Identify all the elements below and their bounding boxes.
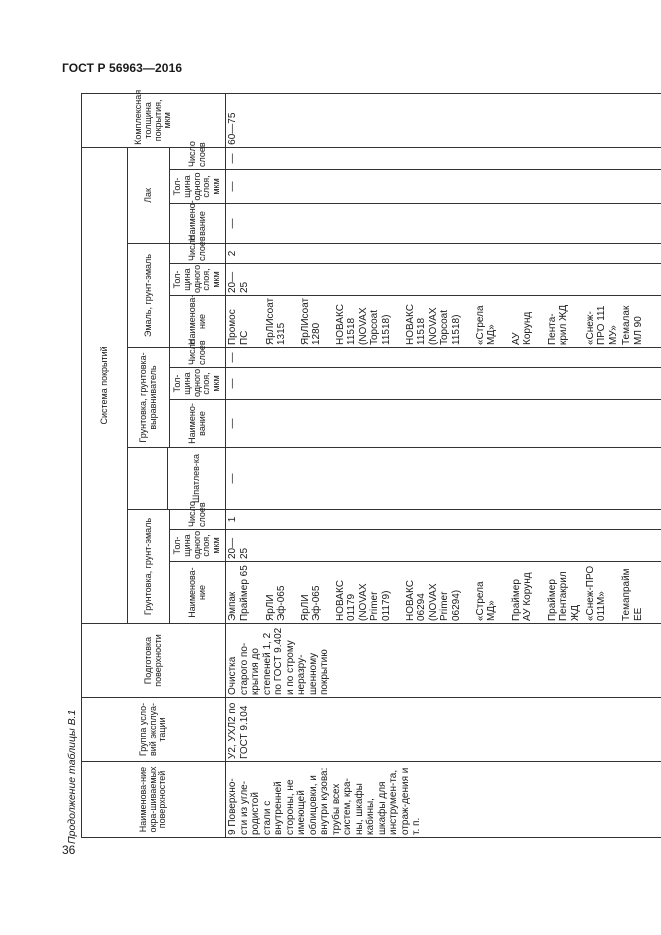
cell-enamel-name: НОВАКС 11518 (NOVAX Topcoat 11518)	[334, 296, 404, 348]
col-header-lacquer: Лак	[128, 147, 170, 243]
cell-leveler-layers: —	[226, 348, 661, 368]
col-header-enamel: Эмаль, грунт-эмаль	[128, 244, 170, 348]
cell-lacquer-layers: —	[226, 147, 661, 169]
cell-primer-name: НОВАКС 06294 (NOVAX Primer 06294)	[404, 562, 474, 624]
col-header-enamel-name: Наименова-ние	[170, 296, 226, 348]
cell-enamel-name: НОВАКС 11518 (NOVAX Topcoat 11518)	[404, 296, 474, 348]
col-header-lacquer-name: Наимено-вание	[170, 204, 226, 244]
cell-lacquer-thickness: —	[226, 170, 661, 204]
cell-enamel-name: ЯрЛИсоат 1315	[264, 296, 299, 348]
cell-group: У2, УХЛ2 по ГОСТ 9.104	[226, 698, 661, 762]
cell-leveler-thickness: —	[226, 368, 661, 400]
document-header: ГОСТ Р 56963—2016	[62, 61, 183, 75]
cell-enamel-name: Темалак МЛ 90	[620, 296, 661, 348]
cell-primer-name: НОВАКС 01179 (NOVAX Primer 01179)	[334, 562, 404, 624]
cell-primer-name: «Стрела МД»	[474, 562, 510, 624]
col-header-leveler-thickness: Тол-щина одного слоя, мкм	[170, 368, 226, 400]
coating-systems-table	[81, 89, 661, 838]
cell-enamel-name: Пента-крил ЖД	[546, 296, 584, 348]
col-header-surface: Наименова-ние окра-шиваемых поверхностей	[82, 762, 226, 838]
cell-leveler-name: —	[226, 400, 661, 448]
col-header-enamel-thickness: Тол-щина одного слоя, мкм	[170, 264, 226, 296]
col-header-prep: Подготовка поверхности	[82, 624, 226, 698]
col-header-primer-name: Наименова-ние	[170, 562, 226, 624]
cell-enamel-thickness: 20—25	[226, 264, 661, 296]
cell-lacquer-name: —	[226, 204, 661, 244]
page-number: 36	[62, 843, 76, 857]
col-header-leveler-layers: Число слоев	[170, 348, 226, 368]
col-header-primer-layers: Число слоев	[170, 510, 226, 530]
cell-primer-name: Праймер Пентакрил ЖД	[546, 562, 584, 624]
cell-total-thickness: 60—75	[226, 93, 661, 147]
cell-prep: Очистка старого по-крытия до степеней 1, 2 по ГОСТ 9.402 и по строму неразру-шенному покрытию	[226, 624, 661, 698]
cell-primer-name: Эмпак Праймер 65	[226, 562, 264, 624]
cell-enamel-name: ЯрЛИсоат 1280	[299, 296, 334, 348]
cell-primer-name: ЯрЛИ Эф-065	[264, 562, 299, 624]
col-header-lacquer-layers: Число слоев	[170, 147, 226, 169]
col-header-lacquer-thickness: Тол-щина одного слоя, мкм	[170, 170, 226, 204]
cell-enamel-layers: 2	[226, 244, 661, 264]
col-header-putty-group	[128, 448, 168, 510]
table-continuation-label: Продолжение таблицы В.1	[66, 709, 78, 844]
col-header-group: Группа усло-вий эксплуа-тации	[82, 698, 226, 762]
col-header-system: Система покрытий	[82, 147, 128, 623]
cell-putty: —	[226, 448, 661, 510]
cell-surface: 9 Поверхно-сти из угле-родистой стали с внутренней стороны, не имеющей облицовки, и внутри кузова: трубы всех систем, кра-ны, шкафы кабины, шкафы для инструмен-та, отраж-дения и т. п.	[226, 762, 661, 838]
cell-enamel-name: АУ Корунд	[510, 296, 546, 348]
cell-enamel-name: «Снеж-ПРО 111 МУ»	[584, 296, 621, 348]
col-header-putty: Шпатлев-ка	[168, 448, 226, 510]
col-header-leveler-name: Наимено-вание	[170, 400, 226, 448]
col-header-total: Комплексная толщина покрытия, мкм	[82, 93, 226, 147]
cell-primer-name: ЯрЛИ Эф-065	[299, 562, 334, 624]
cell-enamel-name: Промос ПС	[226, 296, 264, 348]
cell-primer-thickness: 20—25	[226, 530, 661, 562]
cell-primer-name: Темапрайм ЕЕ	[620, 562, 661, 624]
col-header-primer-leveler: Грунтовка, грунтовка-выравниватель	[128, 348, 170, 448]
cell-primer-layers: 1	[226, 510, 661, 530]
col-header-enamel-layers: Число слоев	[170, 244, 226, 264]
col-header-primer-thickness: Тол-щина одного слоя, мкм	[170, 530, 226, 562]
cell-primer-name: Праймер АУ Корунд	[510, 562, 546, 624]
cell-primer-name: «Снеж-ПРО 011М»	[584, 562, 621, 624]
col-header-primer-enamel: Грунтовка, грунт-эмаль	[128, 510, 170, 624]
cell-enamel-name: «Стрела МД»	[474, 296, 510, 348]
